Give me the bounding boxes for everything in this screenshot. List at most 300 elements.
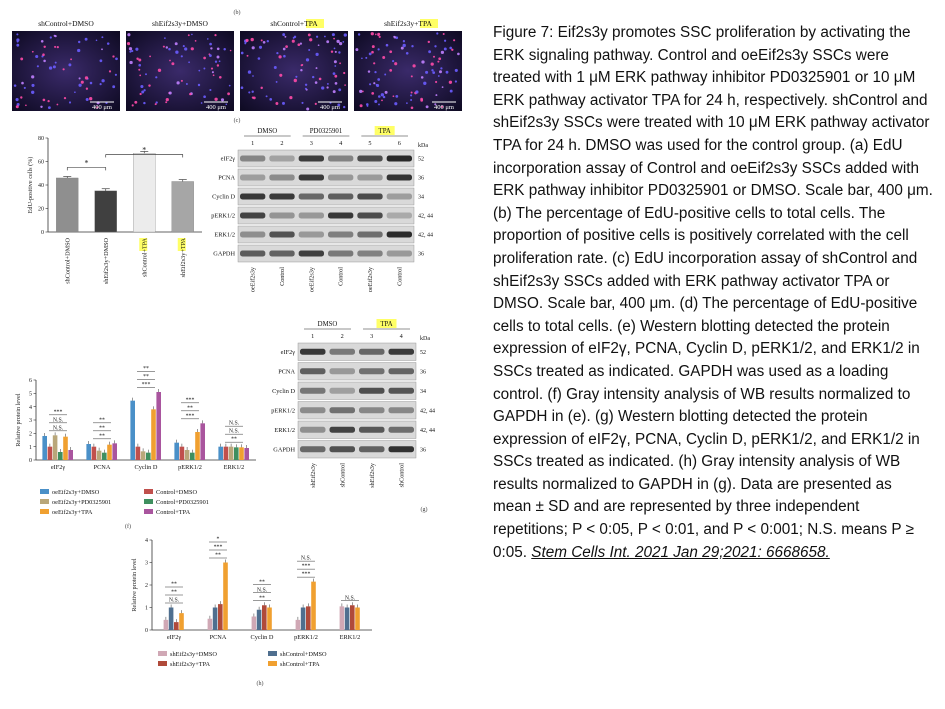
cell-dot	[49, 66, 52, 69]
caption-citation[interactable]: Stem Cells Int. 2021 Jan 29;2021: 6668658.	[531, 543, 830, 561]
blot-band	[299, 251, 324, 257]
cell-dot	[145, 73, 147, 75]
legend-swatch	[144, 509, 153, 514]
cell-dot	[69, 101, 71, 103]
cell-dot	[355, 48, 358, 51]
cell-dot	[283, 55, 286, 58]
cell-dot	[57, 104, 59, 106]
legend-entry: shControl+TPA	[280, 661, 320, 668]
y-tick-label: 6	[29, 378, 32, 385]
blot-band	[330, 368, 356, 374]
blot-band	[387, 194, 412, 200]
cell-dot	[285, 45, 288, 48]
legend-swatch	[40, 499, 49, 504]
cell-dot	[332, 33, 335, 36]
cell-dot	[377, 78, 380, 81]
blot-band	[299, 213, 324, 219]
blot-band	[387, 251, 412, 257]
cell-dot	[372, 45, 375, 48]
blot-band	[387, 213, 412, 219]
blot-lane-label: oeEif2s3y	[367, 267, 374, 293]
cell-dot	[16, 33, 18, 35]
legend-swatch	[158, 651, 167, 656]
cell-dot	[219, 76, 222, 79]
cell-dot	[70, 58, 72, 60]
y-tick-label: 4	[29, 404, 32, 411]
blot-band	[328, 213, 353, 219]
blot-band	[359, 446, 385, 452]
cell-dot	[107, 42, 110, 45]
cell-dot	[31, 84, 34, 87]
cell-dot	[378, 95, 381, 98]
blot-band	[359, 407, 385, 413]
blot-band	[330, 427, 356, 433]
significance-label: ***	[53, 409, 63, 416]
blot-band	[240, 156, 265, 162]
edu-image-label: shEif2s3y+TPA	[384, 19, 432, 28]
cell-dot	[203, 68, 205, 70]
cell-dot	[55, 62, 57, 64]
cell-dot	[43, 99, 46, 102]
y-tick-label: 40	[38, 183, 44, 190]
blot-row-label: GAPDH	[213, 250, 235, 258]
cell-dot	[300, 69, 302, 71]
legend-entry: Control+PD0325901	[156, 499, 209, 506]
y-tick-label: 2	[29, 431, 32, 438]
bar	[340, 606, 345, 630]
x-tick-label: ERK1/2	[223, 464, 245, 471]
bar	[174, 443, 179, 460]
cell-dot	[379, 36, 381, 38]
significance-label: ***	[141, 382, 151, 388]
cell-dot	[438, 75, 440, 77]
blot-row-label: Cyclin D	[272, 387, 295, 395]
cell-dot	[383, 96, 385, 98]
fluorescence-background	[354, 31, 462, 111]
cell-dot	[181, 80, 183, 82]
cell-dot	[184, 47, 187, 50]
cell-dot	[63, 68, 65, 70]
cell-dot	[384, 74, 386, 76]
blot-band	[357, 194, 382, 200]
cell-dot	[406, 102, 408, 104]
cell-dot	[274, 66, 277, 69]
cell-dot	[217, 56, 220, 59]
cell-dot	[81, 81, 84, 84]
cell-dot	[444, 48, 447, 51]
tpa-highlight: TPA	[198, 661, 211, 668]
cell-dot	[438, 57, 441, 60]
significance-label: **	[143, 366, 149, 372]
tpa-highlight: TPA	[178, 509, 191, 516]
cell-dot	[21, 82, 24, 85]
cell-dot	[186, 83, 188, 85]
cell-dot	[308, 49, 310, 51]
x-tick-label: shControl+DMSO	[64, 238, 72, 284]
cell-dot	[177, 81, 180, 84]
cell-dot	[412, 64, 415, 67]
cell-dot	[181, 55, 183, 57]
cell-dot	[335, 51, 337, 53]
lane-number: 3	[309, 140, 313, 147]
cell-dot	[54, 35, 56, 37]
cell-dot	[43, 60, 46, 63]
bar	[164, 620, 169, 630]
cell-dot	[334, 75, 337, 78]
blot-kda-value: 42, 44	[420, 408, 435, 415]
significance-label: ***	[185, 413, 195, 420]
cell-dot	[50, 36, 52, 38]
legend-swatch	[268, 651, 277, 656]
blot-band	[387, 156, 412, 162]
cell-dot	[333, 72, 336, 75]
blot-band	[387, 175, 412, 181]
blot-lane-label: Control	[337, 267, 345, 286]
x-tick-label: eIF2γ	[50, 464, 66, 471]
cell-dot	[295, 76, 297, 78]
cell-dot	[209, 89, 211, 91]
cell-dot	[444, 40, 446, 42]
bar	[53, 435, 58, 460]
x-tick-label: shEif2s3y+DMSO	[102, 238, 110, 285]
blot-band	[240, 232, 265, 238]
blot-band	[269, 194, 294, 200]
tpa-highlight: TPA	[81, 509, 93, 516]
cell-dot	[374, 100, 377, 103]
cell-dot	[209, 54, 212, 57]
cell-dot	[306, 107, 309, 110]
legend-swatch	[144, 489, 153, 494]
cell-dot	[40, 106, 42, 108]
blot-row-label: pERK1/2	[211, 212, 235, 220]
y-tick-label: 2	[145, 583, 148, 590]
bar	[244, 448, 249, 460]
blot-band	[359, 388, 385, 394]
cell-dot	[338, 51, 340, 53]
cell-dot	[31, 75, 34, 78]
cell-dot	[44, 46, 46, 48]
y-tick-label: 0	[145, 628, 148, 635]
cell-dot	[324, 36, 326, 38]
cell-dot	[248, 70, 251, 73]
cell-dot	[446, 71, 449, 74]
cell-dot	[386, 44, 389, 47]
panel-g-western-blot	[271, 319, 435, 513]
cell-dot	[169, 91, 172, 94]
cell-dot	[319, 78, 322, 81]
x-tick-label: pERK1/2	[178, 464, 202, 471]
cell-dot	[251, 38, 254, 41]
cell-dot	[365, 57, 367, 59]
blot-band	[328, 251, 353, 257]
scale-bar-label: 400 μm	[92, 104, 112, 111]
bar	[218, 604, 223, 630]
cell-dot	[64, 97, 66, 99]
blot-band	[389, 388, 415, 394]
cell-dot	[389, 50, 392, 53]
blot-band	[357, 251, 382, 257]
cell-dot	[300, 42, 302, 44]
cell-dot	[289, 96, 292, 99]
blot-kda-value: 34	[418, 194, 424, 201]
cell-dot	[165, 101, 167, 103]
cell-dot	[378, 103, 380, 105]
cell-dot	[369, 83, 371, 85]
bar	[180, 447, 185, 460]
cell-dot	[426, 105, 429, 108]
cell-dot	[100, 59, 103, 62]
cell-dot	[259, 46, 262, 49]
cell-dot	[47, 100, 49, 102]
blot-band	[389, 368, 415, 374]
bar	[130, 401, 135, 460]
edu-image-4	[354, 19, 462, 111]
legend-entry: shEif2s3y+DMSO	[170, 651, 217, 658]
blot-band	[328, 156, 353, 162]
bar	[58, 452, 63, 460]
edu-image-label: shControl+DMSO	[38, 19, 94, 28]
cell-dot	[432, 71, 435, 74]
scale-bar-label: 400 μm	[206, 104, 226, 111]
fluorescence-background	[12, 31, 120, 111]
cell-dot	[371, 92, 374, 95]
cell-dot	[376, 84, 378, 86]
cell-dot	[135, 48, 138, 51]
blot-band	[269, 213, 294, 219]
legend-entry: Control+DMSO	[156, 489, 197, 496]
cell-dot	[318, 44, 320, 46]
cell-dot	[143, 89, 145, 91]
blot-band	[328, 194, 353, 200]
bar	[95, 191, 117, 232]
bar	[296, 620, 301, 630]
legend-entry: shEif2s3y+TPA	[170, 661, 211, 668]
bar	[68, 450, 73, 460]
cell-dot	[441, 51, 444, 54]
blot-band	[389, 427, 415, 433]
cell-dot	[335, 82, 338, 85]
significance-label: ***	[185, 397, 195, 404]
significance-label: ***	[301, 563, 311, 570]
cell-dot	[410, 99, 412, 101]
significance-label: *	[216, 536, 220, 543]
panel-label: (g)	[420, 507, 428, 513]
blot-lane-label: oeEif2s3y	[249, 267, 257, 293]
y-tick-label: 3	[29, 418, 32, 425]
blot-band	[300, 407, 326, 413]
cell-dot	[219, 60, 221, 62]
cell-dot	[48, 106, 51, 109]
cell-dot	[189, 93, 191, 95]
bar	[172, 181, 194, 232]
cell-dot	[308, 33, 311, 36]
legend-entry: shControl+DMSO	[280, 651, 327, 658]
cell-dot	[221, 98, 224, 101]
cell-dot	[436, 32, 438, 34]
cell-dot	[369, 52, 372, 55]
cell-dot	[248, 91, 250, 93]
blot-band	[240, 175, 265, 181]
cell-dot	[428, 50, 431, 53]
blot-row-label: PCNA	[278, 368, 295, 376]
cell-dot	[455, 69, 458, 72]
significance-label: N.S.	[300, 555, 312, 562]
cell-dot	[169, 60, 171, 62]
blot-band	[300, 349, 326, 355]
y-tick-label: 0	[41, 230, 44, 237]
cell-dot	[293, 37, 295, 39]
cell-dot	[16, 98, 19, 101]
blot-lane-label: oeEif2s3y	[308, 267, 316, 293]
blot-band	[359, 368, 385, 374]
cell-dot	[175, 42, 178, 45]
cell-dot	[358, 33, 360, 35]
cell-dot	[326, 40, 329, 43]
cell-dot	[266, 95, 268, 97]
x-tick-label: PCNA	[209, 634, 227, 641]
panel-d-bar-chart	[27, 136, 202, 284]
blot-band	[330, 349, 356, 355]
blot-lane-label: Control	[279, 267, 286, 286]
cell-dot	[215, 61, 217, 63]
cell-dot	[148, 84, 150, 86]
cell-dot	[198, 84, 200, 86]
blot-band	[269, 175, 294, 181]
bar	[345, 608, 350, 631]
significance-label: **	[99, 417, 105, 424]
y-tick-label: 4	[145, 538, 148, 545]
cell-dot	[333, 38, 335, 40]
lane-number: 4	[399, 333, 403, 340]
significance-label: **	[231, 436, 237, 443]
cell-dot	[175, 51, 178, 54]
x-tick-label: pERK1/2	[294, 634, 318, 641]
cell-dot	[252, 91, 254, 93]
cell-dot	[260, 87, 262, 89]
cell-dot	[14, 84, 17, 87]
blot-band	[240, 213, 265, 219]
cell-dot	[155, 76, 157, 78]
cell-dot	[401, 47, 404, 50]
cell-dot	[339, 42, 342, 45]
significance-label: N.S.	[344, 595, 356, 602]
cell-dot	[279, 74, 282, 77]
bar	[257, 610, 262, 630]
y-axis-label: EdU-positive cells (%)	[27, 156, 34, 214]
cell-dot	[394, 62, 397, 65]
cell-dot	[326, 86, 328, 88]
legend-entry: oeEif2s3y+TPA	[52, 509, 93, 516]
blot-band	[389, 349, 415, 355]
significance-label: **	[171, 581, 177, 588]
cell-dot	[306, 58, 309, 61]
cell-dot	[421, 60, 424, 63]
legend-entry: Control+TPA	[156, 509, 191, 516]
fluorescence-background	[240, 31, 348, 111]
cell-dot	[305, 84, 307, 86]
bar	[97, 451, 102, 460]
cell-dot	[315, 103, 317, 105]
cell-dot	[269, 98, 272, 101]
blot-row-label: ERK1/2	[274, 426, 295, 434]
cell-dot	[78, 84, 81, 87]
cell-dot	[334, 60, 337, 63]
cell-dot	[198, 70, 200, 72]
cell-dot	[203, 57, 206, 60]
lane-number: 1	[311, 333, 315, 340]
y-tick-label: 80	[38, 136, 44, 143]
cell-dot	[411, 92, 413, 94]
panel-h-bar-chart	[131, 537, 372, 688]
bar	[355, 608, 360, 631]
bar	[190, 453, 195, 460]
cell-dot	[453, 39, 455, 41]
x-tick-label: PCNA	[93, 464, 111, 471]
significance-label: ***	[301, 571, 311, 578]
blot-band	[299, 194, 324, 200]
cell-dot	[360, 104, 363, 107]
cell-dot	[275, 102, 278, 105]
significance-label: *	[142, 145, 147, 155]
cell-dot	[252, 96, 254, 98]
cell-dot	[53, 65, 56, 68]
cell-dot	[301, 64, 303, 66]
cell-dot	[201, 102, 203, 104]
cell-dot	[371, 32, 374, 35]
cell-dot	[437, 61, 439, 63]
cell-dot	[112, 85, 115, 88]
cell-dot	[140, 85, 143, 88]
cell-dot	[338, 88, 341, 91]
cell-dot	[54, 46, 56, 48]
bar	[234, 447, 239, 460]
bar	[301, 608, 306, 631]
bar	[133, 153, 155, 232]
blot-band	[328, 175, 353, 181]
bar	[169, 608, 174, 631]
bar	[195, 432, 200, 460]
cell-dot	[450, 90, 453, 93]
cell-dot	[188, 61, 190, 63]
cell-dot	[129, 47, 132, 50]
cell-dot	[149, 55, 151, 57]
significance-label: **	[143, 374, 149, 380]
cell-dot	[78, 41, 80, 43]
bar	[185, 450, 190, 460]
blot-row-label: GAPDH	[273, 446, 295, 454]
cell-dot	[214, 98, 217, 101]
blot-band	[330, 446, 356, 452]
cell-dot	[241, 86, 244, 89]
figure-caption	[493, 22, 933, 564]
significance-label: **	[171, 589, 177, 596]
blot-band	[330, 407, 356, 413]
cell-dot	[229, 85, 231, 87]
cell-dot	[134, 101, 137, 104]
bar	[200, 423, 205, 460]
cell-dot	[421, 76, 424, 79]
cell-dot	[31, 91, 34, 94]
cell-dot	[86, 98, 89, 101]
bar	[151, 409, 156, 460]
cell-dot	[227, 92, 230, 95]
cell-dot	[16, 105, 19, 108]
tpa-highlight: TPA	[304, 19, 318, 28]
tpa-highlight: TPA	[308, 661, 320, 668]
y-axis-label: Relative protein level	[15, 393, 22, 447]
cell-dot	[301, 102, 303, 104]
cell-dot	[24, 87, 26, 89]
